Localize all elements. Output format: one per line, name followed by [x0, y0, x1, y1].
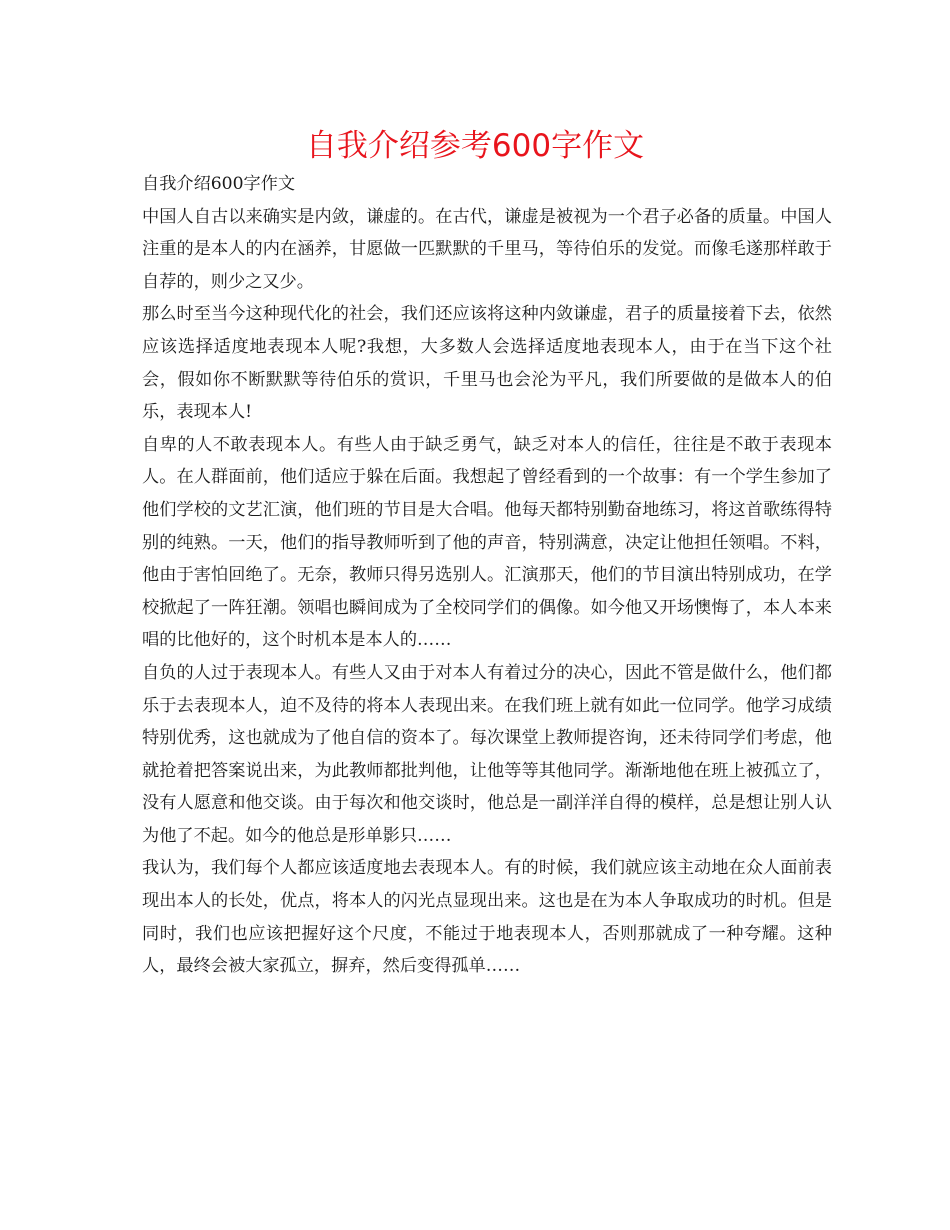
- paragraph: 我认为，我们每个人都应该适度地去表现本人。有的时候，我们就应该主动地在众人面前表现出本人的长处，优点，将本人的闪光点显现出来。这也是在为本人争取成功的时机。但是同时，我们也应该把握好这个尺度，不能过于地表现本人，否则那就成了一种夸耀。这种人，最终会被大家孤立，摒弃，然后变得孤单……: [142, 858, 832, 977]
- paragraph: 那么时至当今这种现代化的社会，我们还应该将这种内敛谦虚，君子的质量接着下去，依然应该选择适度地表现本人呢?我想，大多数人会选择适度地表现本人，由于在当下这个社会，假如你不断默默等待伯乐的赏识，千里马也会沦为平凡，我们所要做的是做本人的伯乐，表现本人!: [142, 304, 832, 423]
- document-title: 自我介绍参考600字作文: [305, 128, 645, 164]
- paragraph: 中国人自古以来确实是内敛，谦虚的。在古代，谦虚是被视为一个君子必备的质量。中国人注重的是本人的内在涵养，甘愿做一匹默默的千里马，等待伯乐的发觉。而像毛遂那样敢于自荐的，则少之又少。: [142, 206, 832, 292]
- paragraph: 自负的人过于表现本人。有些人又由于对本人有着过分的决心，因此不管是做什么，他们都乐于去表现本人，迫不及待的将本人表现出来。在我们班上就有如此一位同学。他学习成绩特别优秀，这也就成为了他自信的资本了。每次课堂上教师提咨询，还未待同学们考虑，他就抢着把答案说出来，为此教师都批判他，让他等等其他同学。渐渐地他在班上被孤立了，没有人愿意和他交谈。由于每次和他交谈时，他总是一副洋洋自得的模样，总是想让别人认为他了不起。如今的他总是形单影只……: [142, 662, 832, 846]
- document-subtitle: 自我介绍600字作文: [142, 174, 296, 194]
- paragraph: 自卑的人不敢表现本人。有些人由于缺乏勇气，缺乏对本人的信任，往往是不敢于表现本人。在人群面前，他们适应于躲在后面。我想起了曾经看到的一个故事：有一个学生参加了他们学校的文艺汇演，他们班的节目是大合唱。他每天都特别勤奋地练习，将这首歌练得特别的纯熟。一天，他们的指导教师听到了他的声音，特别满意，决定让他担任领唱。不料，他由于害怕回绝了。无奈，教师只得另选别人。汇演那天，他们的节目演出特别成功，在学校掀起了一阵狂潮。领唱也瞬间成为了全校同学们的偶像。如今他又开场懊悔了，本人本来唱的比他好的，这个时机本是本人的……: [142, 434, 832, 651]
- document-body: [142, 168, 832, 983]
